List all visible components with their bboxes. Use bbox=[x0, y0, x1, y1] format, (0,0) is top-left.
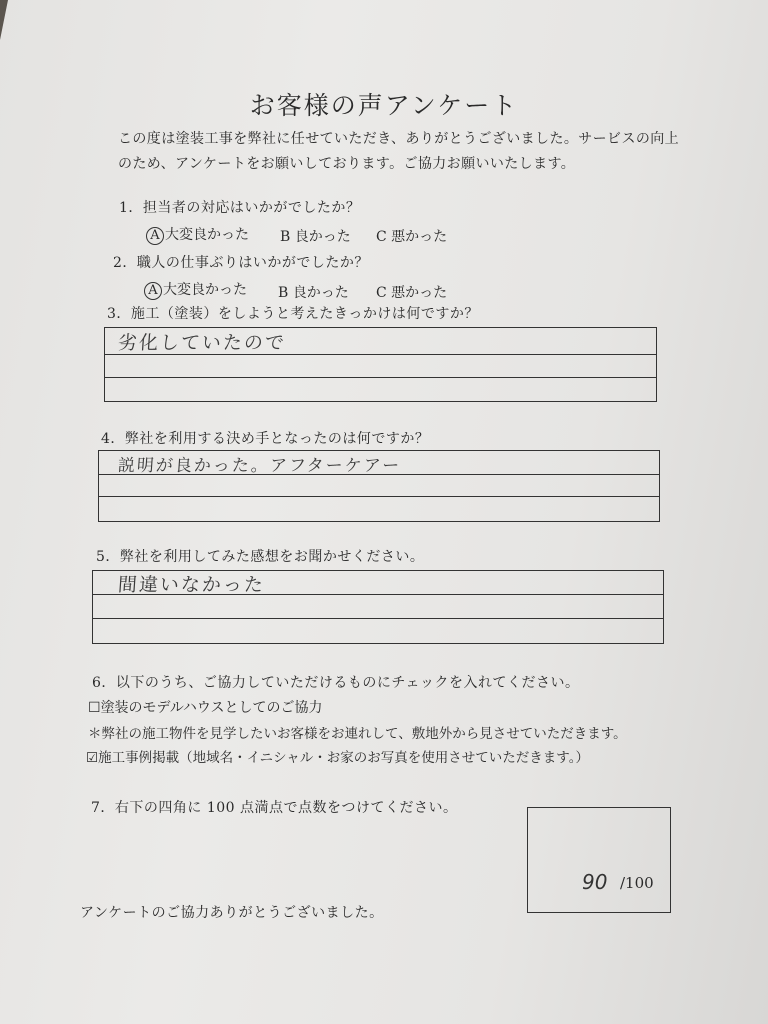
question-7: 7．右下の四角に 100 点満点で点数をつけてください。 bbox=[91, 800, 458, 816]
score-handwritten: 90 bbox=[582, 870, 608, 894]
intro-line-2: のため、アンケートをお願いしております。ご協力お願いいたします。 bbox=[118, 156, 576, 172]
q1-option-c[interactable]: C 悪かった bbox=[376, 229, 448, 245]
q1-option-a[interactable]: A 大変良かった bbox=[146, 224, 249, 245]
q6-option-model-house[interactable]: ☐塗装のモデルハウスとしてのご協力 bbox=[88, 700, 323, 716]
closing-message: アンケートのご協力ありがとうございました。 bbox=[80, 905, 384, 921]
question-2: 2．職人の仕事ぶりはいかがでしたか？ bbox=[113, 255, 369, 271]
q5-handwritten-answer: 間違いなかった bbox=[117, 574, 266, 596]
selected-circle-mark: A bbox=[144, 282, 162, 300]
question-4: 4．弊社を利用する決め手となったのは何ですか？ bbox=[101, 431, 430, 447]
question-3: 3．施工（塗装）をしようと考えたきっかけは何ですか？ bbox=[107, 306, 479, 322]
q6-note: ＊弊社の施工物件を見学したいお客様をお連れして、敷地外から見させていただきます。 bbox=[88, 726, 627, 742]
checkbox-empty[interactable]: ☐ bbox=[88, 700, 101, 716]
q2-option-b[interactable]: B 良かった bbox=[278, 285, 349, 301]
q2-option-a[interactable]: A 大変良かった bbox=[144, 279, 247, 300]
q6-option-case-study[interactable]: ☑施工事例掲載（地域名・イニシャル・お家のお写真を使用させていただきます。） bbox=[86, 750, 589, 766]
q1-option-b[interactable]: B 良かった bbox=[280, 229, 351, 245]
score-box[interactable] bbox=[527, 807, 671, 913]
q3-handwritten-answer: 劣化していたので bbox=[117, 332, 287, 354]
question-6: 6．以下のうち、ご協力していただけるものにチェックを入れてください。 bbox=[92, 675, 580, 691]
selected-circle-mark: A bbox=[146, 227, 164, 245]
checkbox-checked[interactable]: ☑ bbox=[86, 750, 99, 766]
page-title: お客様の声アンケート bbox=[249, 91, 519, 120]
intro-line-1: この度は塗装工事を弊社に任せていただき、ありがとうございました。サービスの向上 bbox=[118, 131, 680, 147]
question-1: 1．担当者の対応はいかがでしたか？ bbox=[119, 200, 361, 216]
q4-handwritten-answer: 説明が良かった。アフターケアー bbox=[117, 456, 402, 476]
q2-option-c[interactable]: C 悪かった bbox=[376, 285, 448, 301]
question-5: 5．弊社を利用してみた感想をお聞かせください。 bbox=[96, 549, 425, 565]
score-out-of: /100 bbox=[620, 874, 654, 892]
